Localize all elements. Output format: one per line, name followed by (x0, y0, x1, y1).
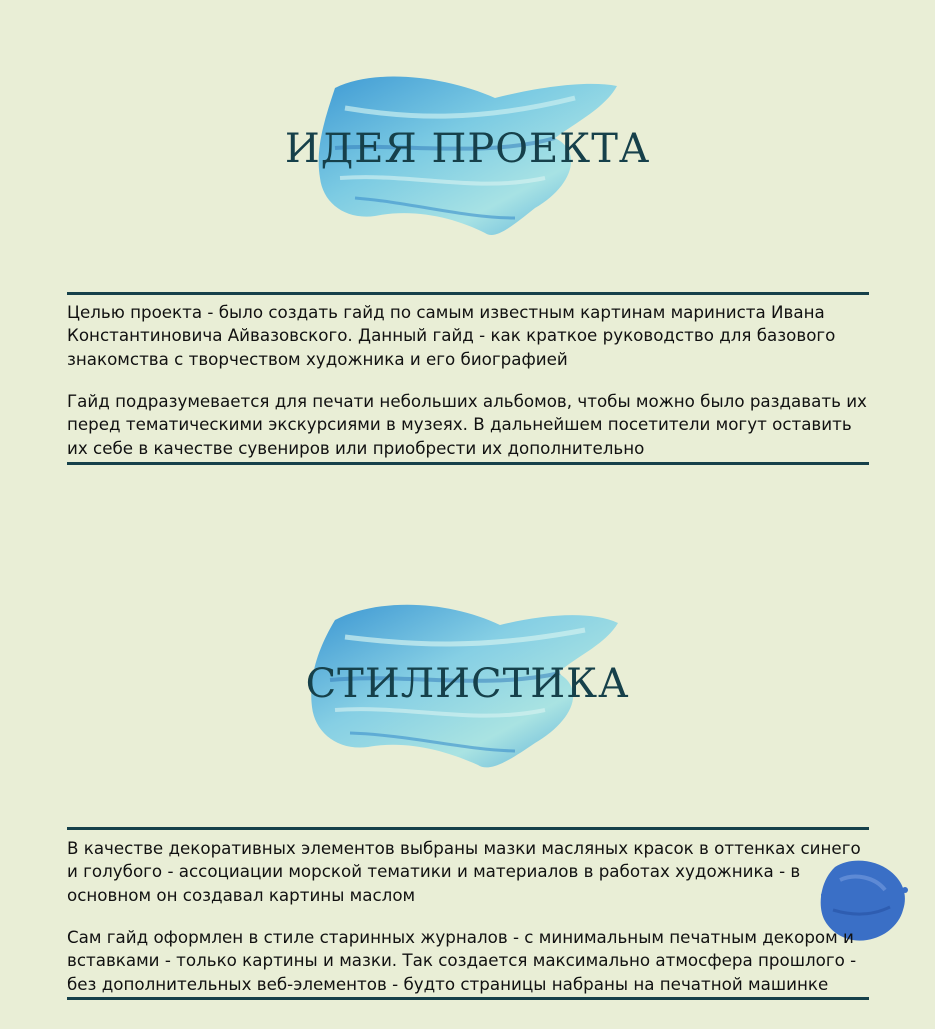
divider-top-1 (67, 292, 869, 295)
idea-paragraph-1: Целью проекта - было создать гайд по самым известным картинам мариниста Ивана Константиновича Айвазовского. Данный гайд - как краткое руководство для базового знакомства с творчеством художника и его биографией (67, 302, 836, 369)
style-paragraph-1: В качестве декоративных элементов выбраны мазки масляных красок в оттенках синего и голубого - ассоциации морской тематики и материалов в работах художника - в основном он создавал картины маслом (67, 838, 861, 905)
idea-paragraph-2: Гайд подразумевается для печати небольших альбомов, чтобы можно было раздавать их перед тематическими экскурсиями в музеях. В дальнейшем посетители могут оставить их себе в качестве сувениров или приобрести их дополнительно (67, 391, 867, 458)
divider-bottom-1 (67, 462, 869, 465)
divider-top-2 (67, 827, 869, 830)
divider-bottom-2 (67, 997, 869, 1000)
section-title-style: СТИЛИСТИКА (305, 661, 630, 707)
style-paragraph-2: Сам гайд оформлен в стиле старинных журналов - с минимальным печатным декором и вставками - только картины и мазки. Так создается максимально атмосфера прошлого - без дополнительных веб-элементов - будто страницы набраны на печатной машинке (67, 927, 857, 994)
section-title-idea: ИДЕЯ ПРОЕКТА (284, 126, 651, 172)
